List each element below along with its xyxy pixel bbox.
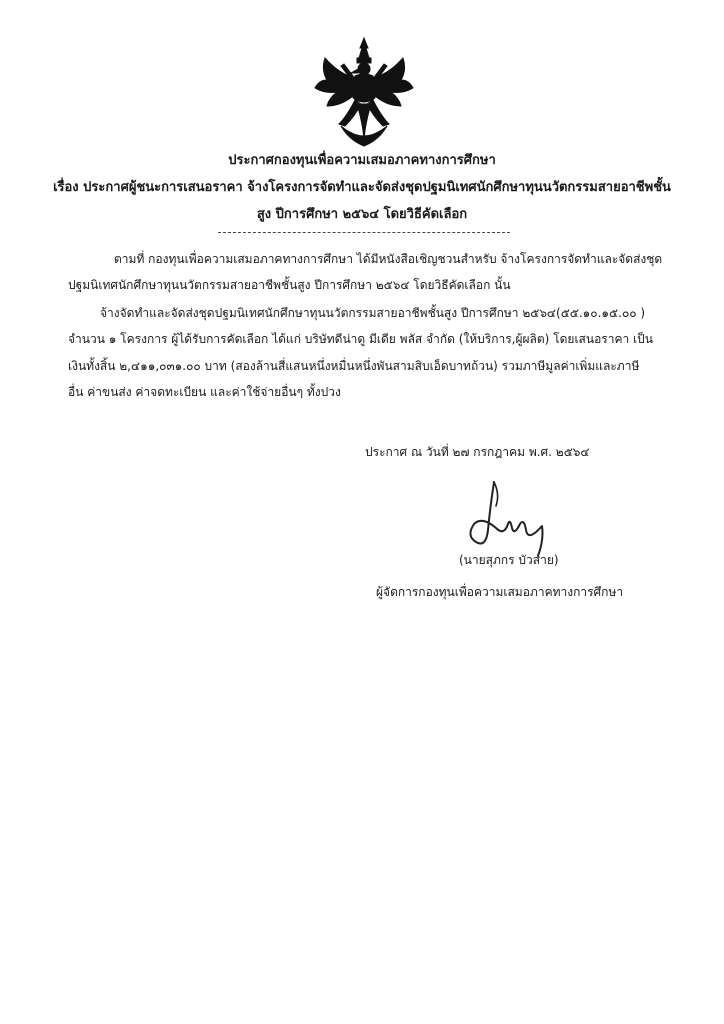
garuda-emblem-icon — [311, 36, 417, 148]
body-line: จำนวน ๑ โครงการ ผู้ได้รับการคัดเลือก ได้แก่ บริษัทดีน่าดู มีเดีย พลัส จำกัด (ให้บริการ,ผู้ผลิต) โดยเสนอราคา เป็น — [68, 332, 653, 346]
separator-line — [218, 232, 510, 233]
signer-name: (นายสุภกร บัวสาย) — [459, 553, 559, 567]
body-line: จ้างจัดทำและจัดส่งชุดปฐมนิเทศนักศึกษาทุนนวัตกรรมสายอาชีพชั้นสูง ปีการศึกษา ๒๕๖๔(๕๕.๑๐.๑๕.๐๐ ) — [100, 306, 646, 320]
announcement-title: ประกาศกองทุนเพื่อความเสมอภาคทางการศึกษา — [228, 153, 496, 168]
body-line: ปฐมนิเทศนักศึกษาทุนนวัตกรรมสายอาชีพชั้นสูง ปีการศึกษา ๒๕๖๔ โดยวิธีคัดเลือก นั้น — [68, 278, 511, 292]
subject-line-1: เรื่อง ประกาศผู้ชนะการเสนอราคา จ้างโครงการจัดทำและจัดส่งชุดปฐมนิเทศนักศึกษาทุนนวัตกรรมสายอาชีพชั้น — [53, 180, 671, 195]
subject-line-2: สูง ปีการศึกษา ๒๕๖๔ โดยวิธีคัดเลือก — [256, 207, 468, 222]
body-line: ตามที่ กองทุนเพื่อความเสมอภาคทางการศึกษา ได้มีหนังสือเชิญชวนสำหรับ จ้างโครงการจัดทำและจัดส่งชุด — [114, 252, 663, 266]
body-line: อื่น ค่าขนส่ง ค่าจดทะเบียน และค่าใช้จ่ายอื่นๆ ทั้งปวง — [68, 385, 341, 399]
announcement-date: ประกาศ ณ วันที่ ๒๗ กรกฎาคม พ.ศ. ๒๕๖๔ — [365, 445, 590, 459]
body-line: เงินทั้งสิ้น ๒,๔๑๑,๐๓๑.๐๐ บาท (สองล้านสี่แสนหนึ่งหมื่นหนึ่งพันสามสิบเอ็ดบาทถ้วน) รวมภาษีมูลค่าเพิ่มและภาษี — [68, 359, 640, 373]
handwritten-signature — [446, 478, 558, 560]
signer-position: ผู้จัดการกองทุนเพื่อความเสมอภาคทางการศึกษา — [376, 585, 624, 599]
